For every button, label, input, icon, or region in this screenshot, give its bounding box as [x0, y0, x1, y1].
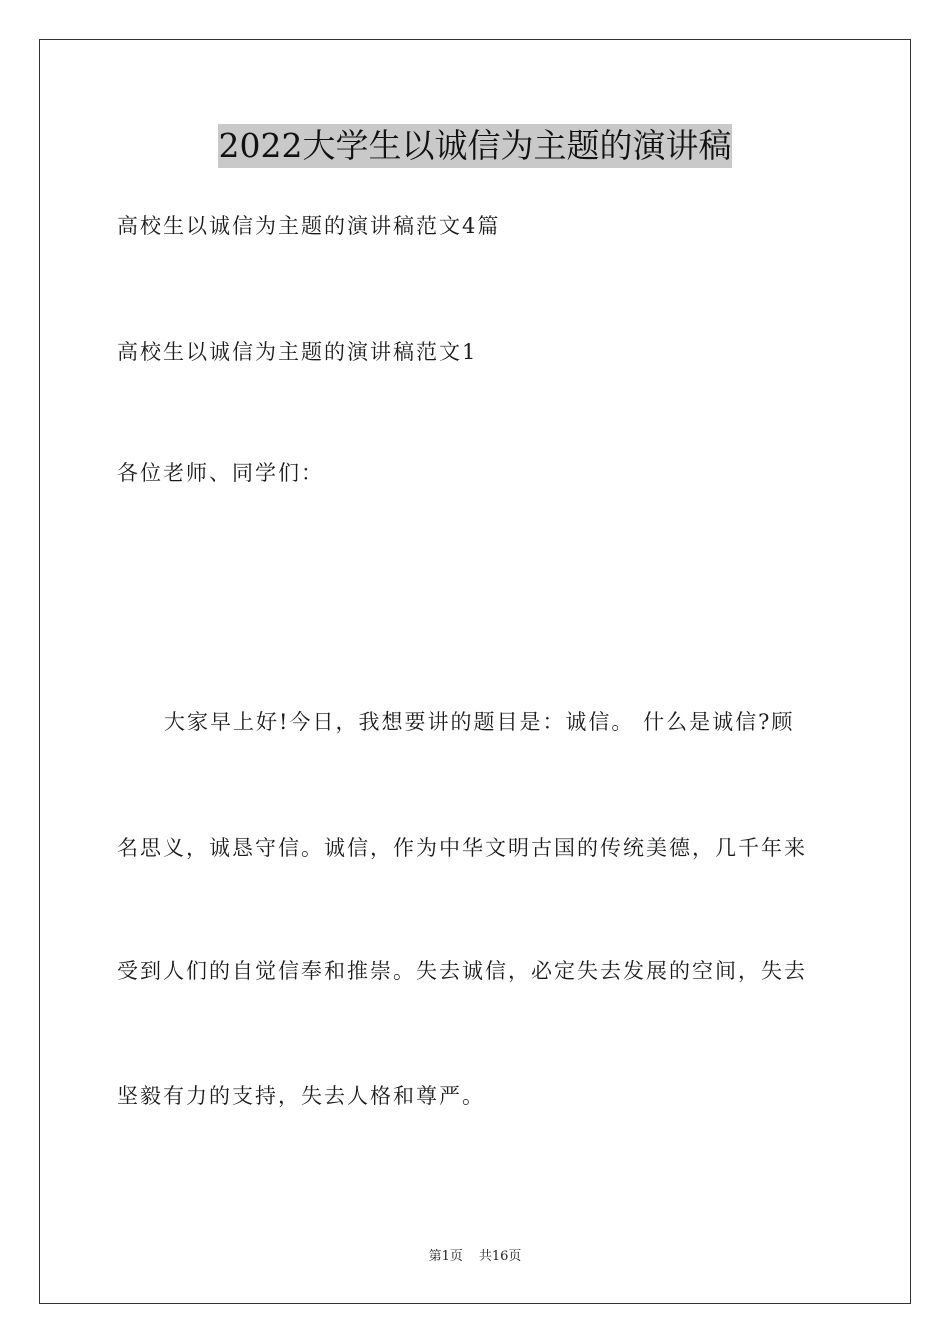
section-heading: 高校生以诚信为主题的演讲稿范文1 [117, 340, 478, 364]
title-container [0, 124, 950, 168]
paragraph-line: 大家早上好!今日，我想要讲的题目是：诚信。 什么是诚信?顾 [164, 710, 795, 734]
page-number-total: 共16页 [478, 1249, 522, 1264]
paragraph-line: 受到人们的自觉信奉和推崇。失去诚信，必定失去发展的空间，失去 [117, 959, 807, 983]
paragraph-line: 名思义，诚恳守信。诚信，作为中华文明古国的传统美德，几千年来 [117, 836, 807, 860]
page-number-current: 第1页 [428, 1249, 463, 1264]
document-subtitle: 高校生以诚信为主题的演讲稿范文4篇 [117, 214, 501, 238]
document-title: 2022大学生以诚信为主题的演讲稿 [218, 124, 733, 168]
paragraph-line: 坚毅有力的支持，失去人格和尊严。 [117, 1084, 485, 1108]
page-footer [0, 1248, 950, 1266]
greeting-line: 各位老师、同学们： [117, 461, 324, 485]
